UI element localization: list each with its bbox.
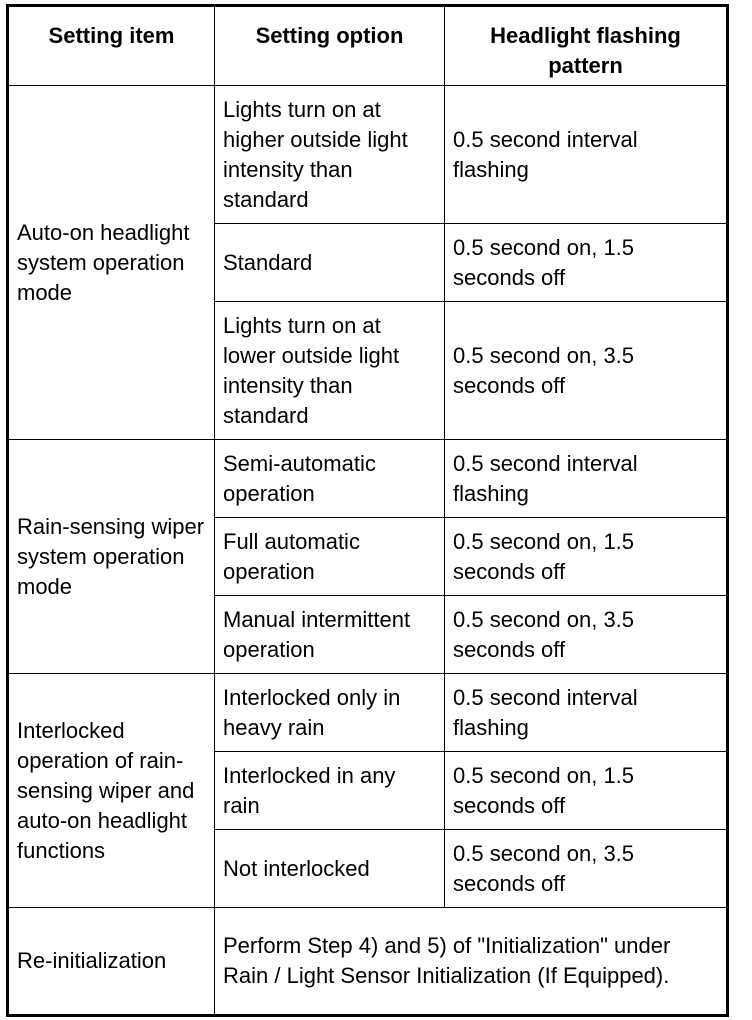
table-row (8, 440, 728, 518)
setting-item-cell: Re-initialization (8, 908, 215, 1016)
setting-option-cell: Semi-automatic operation (215, 440, 445, 518)
setting-option-cell: Manual intermittent operation (215, 596, 445, 674)
flashing-pattern-cell: 0.5 second on, 1.5 seconds off (445, 518, 728, 596)
header-setting-item: Setting item (8, 6, 215, 86)
table-row (8, 908, 728, 1016)
setting-item-cell: Auto-on headlight system operation mode (8, 86, 215, 440)
setting-item-cell: Interlocked operation of rain-sensing wiper and auto-on headlight functions (8, 674, 215, 908)
flashing-pattern-cell: 0.5 second interval flashing (445, 86, 728, 224)
flashing-pattern-cell: 0.5 second on, 3.5 seconds off (445, 830, 728, 908)
flashing-pattern-cell: 0.5 second on, 3.5 seconds off (445, 596, 728, 674)
setting-option-cell: Full automatic operation (215, 518, 445, 596)
reinit-instruction-cell: Perform Step 4) and 5) of "Initialization" under Rain / Light Sensor Initialization (If Equipped). (215, 908, 728, 1016)
header-setting-option: Setting option (215, 6, 445, 86)
table-row (8, 674, 728, 752)
setting-option-cell: Interlocked only in heavy rain (215, 674, 445, 752)
settings-table (6, 4, 729, 1017)
flashing-pattern-cell: 0.5 second interval flashing (445, 440, 728, 518)
header-flashing-pattern: Headlight flashing pattern (445, 6, 728, 86)
setting-item-cell: Rain-sensing wiper system operation mode (8, 440, 215, 674)
setting-option-cell: Not interlocked (215, 830, 445, 908)
flashing-pattern-cell: 0.5 second on, 1.5 seconds off (445, 224, 728, 302)
setting-option-cell: Lights turn on at higher outside light intensity than standard (215, 86, 445, 224)
setting-option-cell: Standard (215, 224, 445, 302)
flashing-pattern-cell: 0.5 second interval flashing (445, 674, 728, 752)
header-row (8, 6, 728, 86)
table-row (8, 86, 728, 224)
setting-option-cell: Interlocked in any rain (215, 752, 445, 830)
flashing-pattern-cell: 0.5 second on, 3.5 seconds off (445, 302, 728, 440)
setting-option-cell: Lights turn on at lower outside light intensity than standard (215, 302, 445, 440)
flashing-pattern-cell: 0.5 second on, 1.5 seconds off (445, 752, 728, 830)
